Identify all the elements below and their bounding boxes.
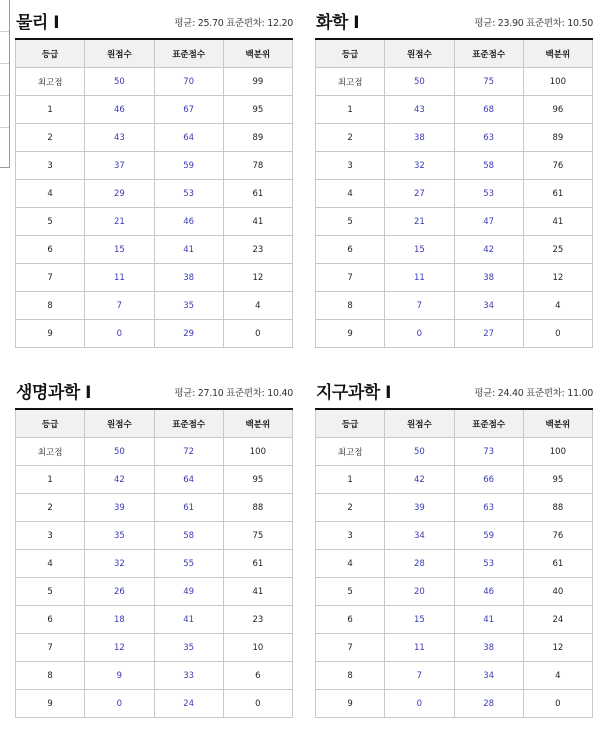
raw-score-cell: 9 — [85, 662, 154, 690]
grade-cell: 4 — [16, 550, 85, 578]
divider — [0, 31, 9, 32]
divider — [0, 127, 9, 128]
grade-cell: 최고점 — [16, 68, 85, 96]
standard-score-cell: 75 — [454, 68, 523, 96]
percentile-cell: 40 — [523, 578, 592, 606]
grade-cell: 8 — [16, 662, 85, 690]
standard-score-cell: 35 — [154, 292, 223, 320]
raw-score-cell: 37 — [85, 152, 154, 180]
raw-score-cell: 39 — [85, 494, 154, 522]
grade-cell: 5 — [16, 578, 85, 606]
standard-score-cell: 41 — [454, 606, 523, 634]
table-row — [16, 152, 293, 180]
table-row — [316, 180, 593, 208]
table-row — [316, 124, 593, 152]
partial-side-panel — [0, 0, 10, 168]
raw-score-cell: 21 — [385, 208, 454, 236]
standard-score-cell: 68 — [454, 96, 523, 124]
percentile-cell: 75 — [223, 522, 292, 550]
column-header-percentile: 백분위 — [523, 39, 592, 68]
raw-score-cell: 35 — [85, 522, 154, 550]
standard-score-cell: 58 — [454, 152, 523, 180]
percentile-cell: 96 — [523, 96, 592, 124]
table-row — [316, 68, 593, 96]
percentile-cell: 100 — [223, 438, 292, 466]
standard-score-cell: 64 — [154, 466, 223, 494]
grade-cell: 3 — [316, 152, 385, 180]
raw-score-cell: 21 — [85, 208, 154, 236]
standard-score-cell: 58 — [154, 522, 223, 550]
table-row — [16, 236, 293, 264]
standard-score-cell: 53 — [154, 180, 223, 208]
raw-score-cell: 38 — [385, 124, 454, 152]
grade-cell: 최고점 — [316, 438, 385, 466]
raw-score-cell: 28 — [385, 550, 454, 578]
grade-table — [15, 38, 293, 348]
raw-score-cell: 43 — [85, 124, 154, 152]
raw-score-cell: 11 — [385, 264, 454, 292]
panel-title: 화학 I — [316, 13, 360, 33]
percentile-cell: 4 — [523, 292, 592, 320]
standard-score-cell: 63 — [454, 494, 523, 522]
grade-cell: 7 — [316, 634, 385, 662]
table-row — [16, 606, 293, 634]
percentile-cell: 76 — [523, 522, 592, 550]
table-header-row — [316, 39, 593, 68]
column-header-raw-score: 원점수 — [385, 409, 454, 438]
raw-score-cell: 0 — [385, 690, 454, 718]
standard-score-cell: 64 — [154, 124, 223, 152]
column-header-raw-score: 원점수 — [85, 39, 154, 68]
percentile-cell: 88 — [223, 494, 292, 522]
score-panel-chemistry — [315, 0, 593, 348]
panel-header — [315, 0, 593, 38]
panel-stats: 평균: 24.40 표준편차: 11.00 — [474, 388, 593, 399]
raw-score-cell: 26 — [85, 578, 154, 606]
grade-cell: 9 — [316, 690, 385, 718]
percentile-cell: 12 — [223, 264, 292, 292]
raw-score-cell: 7 — [85, 292, 154, 320]
percentile-cell: 61 — [223, 550, 292, 578]
grade-cell: 9 — [16, 320, 85, 348]
table-row — [316, 634, 593, 662]
standard-score-cell: 47 — [454, 208, 523, 236]
percentile-cell: 10 — [223, 634, 292, 662]
table-row — [316, 438, 593, 466]
percentile-cell: 0 — [223, 320, 292, 348]
grade-cell: 5 — [316, 208, 385, 236]
table-row — [16, 578, 293, 606]
standard-score-cell: 38 — [454, 634, 523, 662]
percentile-cell: 100 — [523, 68, 592, 96]
raw-score-cell: 20 — [385, 578, 454, 606]
raw-score-cell: 32 — [385, 152, 454, 180]
raw-score-cell: 15 — [385, 236, 454, 264]
raw-score-cell: 46 — [85, 96, 154, 124]
grade-cell: 3 — [16, 522, 85, 550]
table-row — [16, 124, 293, 152]
column-header-grade: 등급 — [16, 409, 85, 438]
table-row — [316, 494, 593, 522]
grade-cell: 7 — [16, 264, 85, 292]
standard-score-cell: 49 — [154, 578, 223, 606]
standard-score-cell: 72 — [154, 438, 223, 466]
percentile-cell: 41 — [523, 208, 592, 236]
grade-table — [315, 408, 593, 718]
standard-score-cell: 53 — [454, 550, 523, 578]
percentile-cell: 0 — [523, 320, 592, 348]
percentile-cell: 4 — [523, 662, 592, 690]
column-header-standard-score: 표준점수 — [154, 409, 223, 438]
raw-score-cell: 50 — [85, 438, 154, 466]
standard-score-cell: 59 — [154, 152, 223, 180]
percentile-cell: 78 — [223, 152, 292, 180]
divider — [0, 95, 9, 96]
percentile-cell: 61 — [523, 550, 592, 578]
score-panel-life-science — [15, 370, 293, 718]
grade-cell: 3 — [16, 152, 85, 180]
table-row — [316, 208, 593, 236]
panel-header — [15, 0, 293, 38]
table-row — [16, 180, 293, 208]
raw-score-cell: 39 — [385, 494, 454, 522]
percentile-cell: 41 — [223, 578, 292, 606]
table-row — [16, 292, 293, 320]
table-row — [316, 550, 593, 578]
percentile-cell: 76 — [523, 152, 592, 180]
percentile-cell: 23 — [223, 236, 292, 264]
percentile-cell: 100 — [523, 438, 592, 466]
raw-score-cell: 11 — [85, 264, 154, 292]
raw-score-cell: 50 — [85, 68, 154, 96]
raw-score-cell: 32 — [85, 550, 154, 578]
raw-score-cell: 18 — [85, 606, 154, 634]
grade-cell: 6 — [316, 236, 385, 264]
grade-table — [315, 38, 593, 348]
percentile-cell: 6 — [223, 662, 292, 690]
table-row — [16, 494, 293, 522]
percentile-cell: 4 — [223, 292, 292, 320]
column-header-raw-score: 원점수 — [385, 39, 454, 68]
grade-cell: 4 — [316, 550, 385, 578]
percentile-cell: 25 — [523, 236, 592, 264]
table-row — [316, 320, 593, 348]
column-header-grade: 등급 — [16, 39, 85, 68]
percentile-cell: 41 — [223, 208, 292, 236]
percentile-cell: 61 — [523, 180, 592, 208]
percentile-cell: 95 — [223, 96, 292, 124]
table-row — [316, 522, 593, 550]
raw-score-cell: 0 — [85, 320, 154, 348]
table-row — [316, 96, 593, 124]
table-row — [16, 208, 293, 236]
percentile-cell: 89 — [223, 124, 292, 152]
grade-cell: 6 — [16, 236, 85, 264]
raw-score-cell: 29 — [85, 180, 154, 208]
grade-cell: 1 — [16, 466, 85, 494]
panel-stats: 평균: 23.90 표준편차: 10.50 — [474, 18, 593, 29]
column-header-grade: 등급 — [316, 39, 385, 68]
grade-cell: 최고점 — [16, 438, 85, 466]
table-row — [16, 96, 293, 124]
table-row — [316, 662, 593, 690]
grade-cell: 8 — [316, 662, 385, 690]
standard-score-cell: 24 — [154, 690, 223, 718]
standard-score-cell: 53 — [454, 180, 523, 208]
percentile-cell: 24 — [523, 606, 592, 634]
table-row — [316, 152, 593, 180]
standard-score-cell: 73 — [454, 438, 523, 466]
grade-table — [15, 408, 293, 718]
column-header-percentile: 백분위 — [523, 409, 592, 438]
grade-cell: 5 — [316, 578, 385, 606]
raw-score-cell: 12 — [85, 634, 154, 662]
table-row — [316, 606, 593, 634]
panel-header — [315, 370, 593, 408]
standard-score-cell: 46 — [454, 578, 523, 606]
table-row — [16, 522, 293, 550]
column-header-grade: 등급 — [316, 409, 385, 438]
standard-score-cell: 41 — [154, 606, 223, 634]
panel-title: 물리 I — [16, 13, 60, 33]
raw-score-cell: 0 — [385, 320, 454, 348]
panel-stats: 평균: 25.70 표준편차: 12.20 — [174, 18, 293, 29]
table-row — [16, 68, 293, 96]
percentile-cell: 61 — [223, 180, 292, 208]
grade-cell: 1 — [16, 96, 85, 124]
table-header-row — [16, 39, 293, 68]
score-panel-physics — [15, 0, 293, 348]
raw-score-cell: 0 — [85, 690, 154, 718]
raw-score-cell: 27 — [385, 180, 454, 208]
table-row — [316, 236, 593, 264]
percentile-cell: 12 — [523, 264, 592, 292]
percentile-cell: 88 — [523, 494, 592, 522]
standard-score-cell: 46 — [154, 208, 223, 236]
table-row — [16, 634, 293, 662]
standard-score-cell: 33 — [154, 662, 223, 690]
table-row — [16, 320, 293, 348]
grade-cell: 4 — [16, 180, 85, 208]
raw-score-cell: 43 — [385, 96, 454, 124]
standard-score-cell: 61 — [154, 494, 223, 522]
raw-score-cell: 50 — [385, 68, 454, 96]
standard-score-cell: 67 — [154, 96, 223, 124]
percentile-cell: 0 — [223, 690, 292, 718]
panel-title: 지구과학 I — [316, 383, 391, 403]
raw-score-cell: 15 — [85, 236, 154, 264]
standard-score-cell: 55 — [154, 550, 223, 578]
column-header-standard-score: 표준점수 — [454, 409, 523, 438]
standard-score-cell: 27 — [454, 320, 523, 348]
grade-cell: 4 — [316, 180, 385, 208]
grade-cell: 6 — [16, 606, 85, 634]
table-row — [16, 662, 293, 690]
grade-cell: 3 — [316, 522, 385, 550]
standard-score-cell: 34 — [454, 292, 523, 320]
grade-cell: 8 — [316, 292, 385, 320]
grade-cell: 2 — [16, 494, 85, 522]
grade-cell: 9 — [16, 690, 85, 718]
table-row — [16, 690, 293, 718]
standard-score-cell: 34 — [454, 662, 523, 690]
standard-score-cell: 38 — [154, 264, 223, 292]
standard-score-cell: 66 — [454, 466, 523, 494]
table-row — [316, 292, 593, 320]
grade-cell: 최고점 — [316, 68, 385, 96]
grade-cell: 9 — [316, 320, 385, 348]
standard-score-cell: 42 — [454, 236, 523, 264]
percentile-cell: 99 — [223, 68, 292, 96]
grade-cell: 6 — [316, 606, 385, 634]
table-row — [16, 264, 293, 292]
grade-cell: 2 — [316, 494, 385, 522]
grade-cell: 2 — [16, 124, 85, 152]
raw-score-cell: 42 — [385, 466, 454, 494]
percentile-cell: 95 — [523, 466, 592, 494]
raw-score-cell: 50 — [385, 438, 454, 466]
table-row — [316, 264, 593, 292]
standard-score-cell: 70 — [154, 68, 223, 96]
column-header-raw-score: 원점수 — [85, 409, 154, 438]
grade-cell: 1 — [316, 466, 385, 494]
panel-stats: 평균: 27.10 표준편차: 10.40 — [174, 388, 293, 399]
raw-score-cell: 42 — [85, 466, 154, 494]
score-panel-earth-science — [315, 370, 593, 718]
table-row — [316, 690, 593, 718]
percentile-cell: 23 — [223, 606, 292, 634]
grade-cell: 5 — [16, 208, 85, 236]
standard-score-cell: 28 — [454, 690, 523, 718]
column-header-percentile: 백분위 — [223, 39, 292, 68]
grade-cell: 7 — [316, 264, 385, 292]
raw-score-cell: 11 — [385, 634, 454, 662]
grade-cell: 2 — [316, 124, 385, 152]
percentile-cell: 95 — [223, 466, 292, 494]
column-header-standard-score: 표준점수 — [154, 39, 223, 68]
panel-title: 생명과학 I — [16, 383, 91, 403]
table-row — [16, 550, 293, 578]
raw-score-cell: 7 — [385, 292, 454, 320]
table-row — [16, 466, 293, 494]
grade-cell: 7 — [16, 634, 85, 662]
standard-score-cell: 38 — [454, 264, 523, 292]
table-header-row — [16, 409, 293, 438]
raw-score-cell: 15 — [385, 606, 454, 634]
panel-header — [15, 370, 293, 408]
column-header-standard-score: 표준점수 — [454, 39, 523, 68]
grade-cell: 1 — [316, 96, 385, 124]
percentile-cell: 0 — [523, 690, 592, 718]
raw-score-cell: 34 — [385, 522, 454, 550]
divider — [0, 63, 9, 64]
table-header-row — [316, 409, 593, 438]
standard-score-cell: 29 — [154, 320, 223, 348]
raw-score-cell: 7 — [385, 662, 454, 690]
table-row — [16, 438, 293, 466]
standard-score-cell: 59 — [454, 522, 523, 550]
standard-score-cell: 35 — [154, 634, 223, 662]
table-row — [316, 466, 593, 494]
grade-cell: 8 — [16, 292, 85, 320]
column-header-percentile: 백분위 — [223, 409, 292, 438]
standard-score-cell: 41 — [154, 236, 223, 264]
standard-score-cell: 63 — [454, 124, 523, 152]
percentile-cell: 12 — [523, 634, 592, 662]
percentile-cell: 89 — [523, 124, 592, 152]
table-row — [316, 578, 593, 606]
